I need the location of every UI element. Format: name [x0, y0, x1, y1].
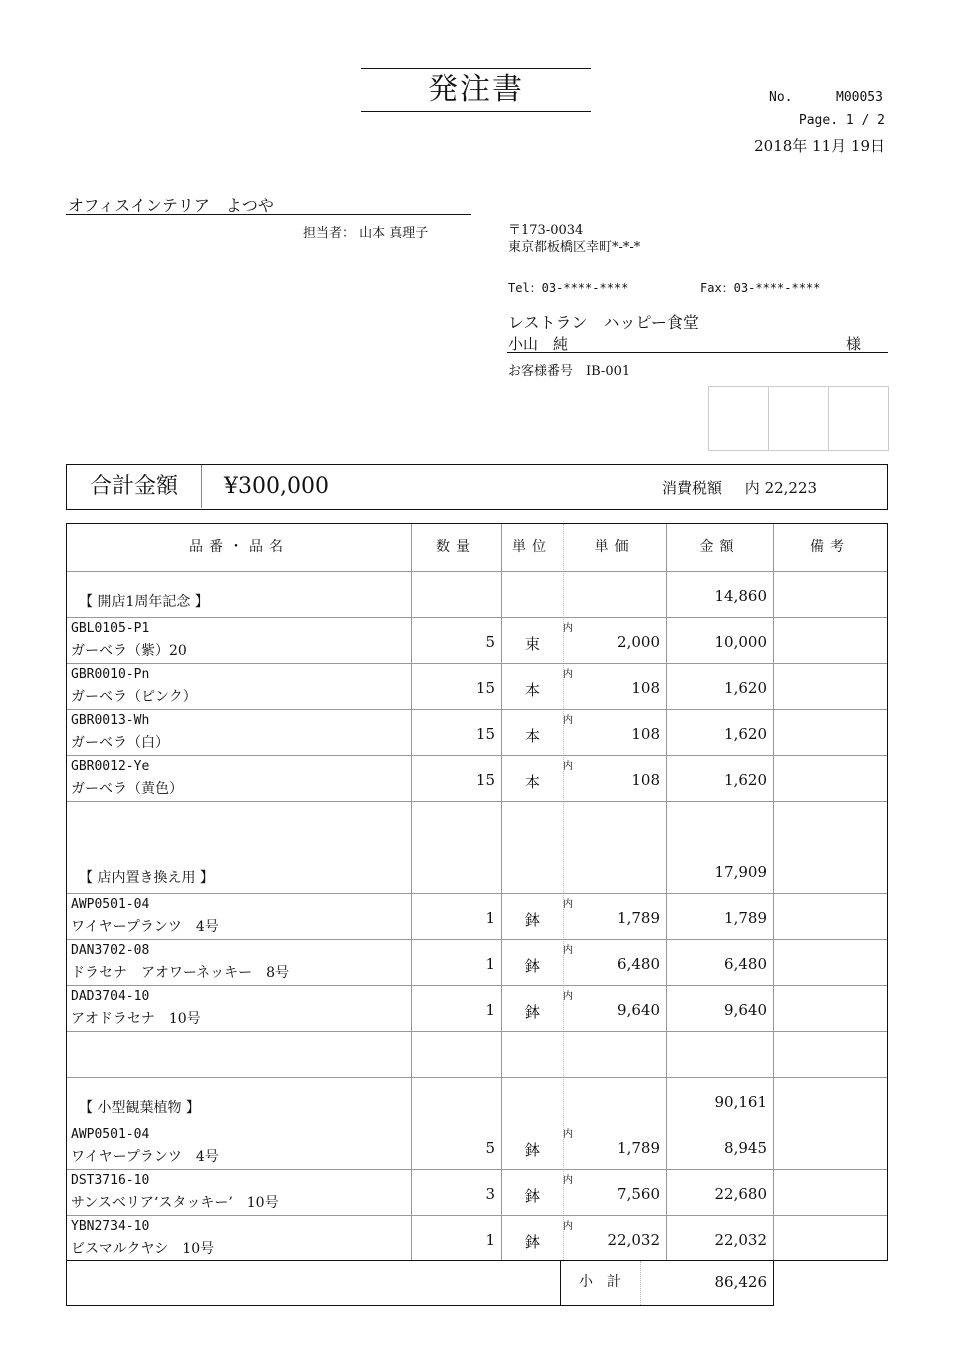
- item-name: アオドラセナ 10号: [71, 1011, 201, 1027]
- total-label: 合計金額: [67, 465, 202, 508]
- page-indicator: Page. 1 / 2: [798, 113, 885, 128]
- row-divider: [67, 1215, 887, 1216]
- item-amount: 22,680: [714, 1185, 767, 1203]
- item-unit: 鉢: [525, 957, 541, 975]
- item-price: 1,789: [617, 1139, 660, 1157]
- item-qty: 1: [485, 1231, 495, 1249]
- document-title-text: 発注書: [428, 72, 524, 107]
- tax-included-mark: 内: [563, 899, 573, 910]
- item-qty: 5: [485, 633, 495, 651]
- header-qty: 数量: [436, 539, 476, 555]
- header-divider: [67, 571, 887, 572]
- tax-included-mark: 内: [563, 1221, 573, 1232]
- order-number-label: No.: [769, 90, 793, 105]
- item-amount: 8,945: [724, 1139, 767, 1157]
- row-divider: [67, 617, 887, 618]
- item-price: 6,480: [617, 955, 660, 973]
- row-divider: [67, 985, 887, 986]
- stamp-box: [829, 387, 889, 451]
- row-divider: [67, 893, 887, 894]
- item-unit: 鉢: [525, 1141, 541, 1159]
- item-code: GBR0012-Ye: [71, 759, 150, 774]
- header-note: 備考: [810, 539, 850, 555]
- header-amount: 金額: [699, 539, 740, 555]
- row-divider: [67, 1077, 887, 1078]
- item-qty: 15: [475, 771, 495, 789]
- approval-stamp-boxes: [708, 386, 889, 451]
- tax-included-mark: 内: [563, 1129, 573, 1140]
- row-divider: [67, 939, 887, 940]
- items-table: [66, 523, 888, 1261]
- tax-included-mark: 内: [563, 715, 573, 726]
- item-unit: 鉢: [525, 1187, 541, 1205]
- item-unit: 本: [525, 773, 541, 791]
- item-qty: 15: [475, 725, 495, 743]
- tax-label: 消費税額: [662, 479, 723, 497]
- item-unit: 鉢: [525, 1233, 541, 1251]
- header-price: 単価: [594, 539, 635, 555]
- postal-code: 〒173-0034: [508, 223, 584, 238]
- tax-included-mark: 内: [563, 761, 573, 772]
- item-name: ガーベラ（黄色）: [71, 781, 183, 797]
- row-divider: [67, 663, 887, 664]
- item-amount: 9,640: [724, 1001, 767, 1019]
- item-code: DAN3702-08: [71, 943, 150, 958]
- item-name: ガーベラ（紫）20: [71, 643, 187, 659]
- issue-date: 2018年 11月 19日: [754, 137, 885, 155]
- item-price: 22,032: [607, 1231, 660, 1249]
- total-value: ¥300,000: [224, 474, 329, 499]
- item-code: GBL0105-P1: [71, 621, 150, 636]
- item-code: GBR0010-Pn: [71, 667, 150, 682]
- group-title: 【 開店1周年記念 】: [79, 594, 209, 610]
- item-amount: 1,620: [724, 771, 767, 789]
- tax-included-mark: 内: [563, 623, 573, 634]
- item-amount: 1,789: [724, 909, 767, 927]
- tax-included-mark: 内: [563, 1175, 573, 1186]
- item-name: ビスマルクヤシ 10号: [71, 1241, 215, 1257]
- item-qty: 1: [485, 955, 495, 973]
- item-price: 2,000: [617, 633, 660, 651]
- item-qty: 3: [485, 1185, 495, 1203]
- item-unit: 本: [525, 727, 541, 745]
- group-title: 【 小型観葉植物 】: [79, 1100, 200, 1116]
- item-name: ワイヤープランツ 4号: [71, 1149, 219, 1165]
- item-amount: 10,000: [714, 633, 767, 651]
- item-name: サンスベリア‘スタッキー’ 10号: [71, 1195, 279, 1211]
- customer-honorific: 様: [846, 335, 862, 353]
- item-amount: 6,480: [724, 955, 767, 973]
- item-name: ガーベラ（ピンク）: [71, 689, 197, 705]
- item-name: ガーベラ（白）: [71, 735, 169, 751]
- item-unit: 鉢: [525, 1003, 541, 1021]
- item-price: 7,560: [617, 1185, 660, 1203]
- tax-included-mark: 内: [563, 669, 573, 680]
- supplier-name: オフィスインテリア よつや: [68, 196, 274, 215]
- column-divider: [501, 524, 502, 1260]
- item-code: YBN2734-10: [71, 1219, 150, 1234]
- item-qty: 5: [485, 1139, 495, 1157]
- tax-included-mark: 内: [563, 945, 573, 956]
- item-name: ワイヤープランツ 4号: [71, 919, 219, 935]
- tax-value: 内 22,223: [744, 479, 818, 497]
- row-divider: [67, 755, 887, 756]
- item-code: DAD3704-10: [71, 989, 150, 1004]
- total-amount-box: [66, 464, 888, 510]
- item-price: 1,789: [617, 909, 660, 927]
- group-subtotal: 14,860: [714, 587, 767, 605]
- item-price: 108: [631, 679, 660, 697]
- item-qty: 15: [475, 679, 495, 697]
- item-unit: 束: [525, 635, 541, 653]
- order-number: M00053: [836, 90, 883, 105]
- item-price: 108: [631, 725, 660, 743]
- subtotal-row: [66, 1260, 774, 1306]
- customer-underline: [507, 352, 888, 353]
- item-code: AWP0501-04: [71, 1127, 150, 1142]
- header-unit: 単位: [512, 539, 552, 555]
- item-unit: 本: [525, 681, 541, 699]
- subtotal-label: 小 計: [579, 1274, 621, 1290]
- item-code: GBR0013-Wh: [71, 713, 150, 728]
- group-subtotal: 17,909: [714, 863, 767, 881]
- phone-number: Tel：03-****-****: [508, 281, 629, 295]
- column-divider: [773, 524, 774, 1260]
- tax-included-mark: 内: [563, 991, 573, 1002]
- item-code: DST3716-10: [71, 1173, 150, 1188]
- row-divider: [67, 801, 887, 802]
- item-qty: 1: [485, 909, 495, 927]
- fax-number: Fax：03-****-****: [700, 281, 821, 295]
- stamp-box: [709, 387, 769, 451]
- row-divider: [67, 1169, 887, 1170]
- item-name: ドラセナ アオワーネッキー 8号: [71, 965, 290, 981]
- customer-person: 小山 純: [508, 335, 569, 353]
- item-price: 9,640: [617, 1001, 660, 1019]
- tax-amount: [662, 465, 817, 511]
- item-amount: 1,620: [724, 725, 767, 743]
- item-price: 108: [631, 771, 660, 789]
- customer-number: お客様番号 IB-001: [508, 364, 631, 379]
- item-unit: 鉢: [525, 911, 541, 929]
- supplier-contact: 担当者： 山本 真理子: [303, 226, 429, 241]
- subtotal-value: 86,426: [714, 1273, 767, 1291]
- customer-company: レストラン ハッピー食堂: [508, 313, 699, 332]
- item-code: AWP0501-04: [71, 897, 150, 912]
- row-divider: [67, 1031, 887, 1032]
- document-title: [361, 68, 591, 112]
- item-qty: 1: [485, 1001, 495, 1019]
- item-amount: 1,620: [724, 679, 767, 697]
- item-amount: 22,032: [714, 1231, 767, 1249]
- group-subtotal: 90,161: [714, 1093, 767, 1111]
- supplier-underline: [66, 214, 471, 215]
- header-item: 品番・品名: [189, 539, 289, 555]
- group-title: 【 店内置き換え用 】: [79, 870, 214, 886]
- row-divider: [67, 709, 887, 710]
- stamp-box: [769, 387, 829, 451]
- street-address: 東京都板橋区幸町*-*-*: [508, 240, 641, 255]
